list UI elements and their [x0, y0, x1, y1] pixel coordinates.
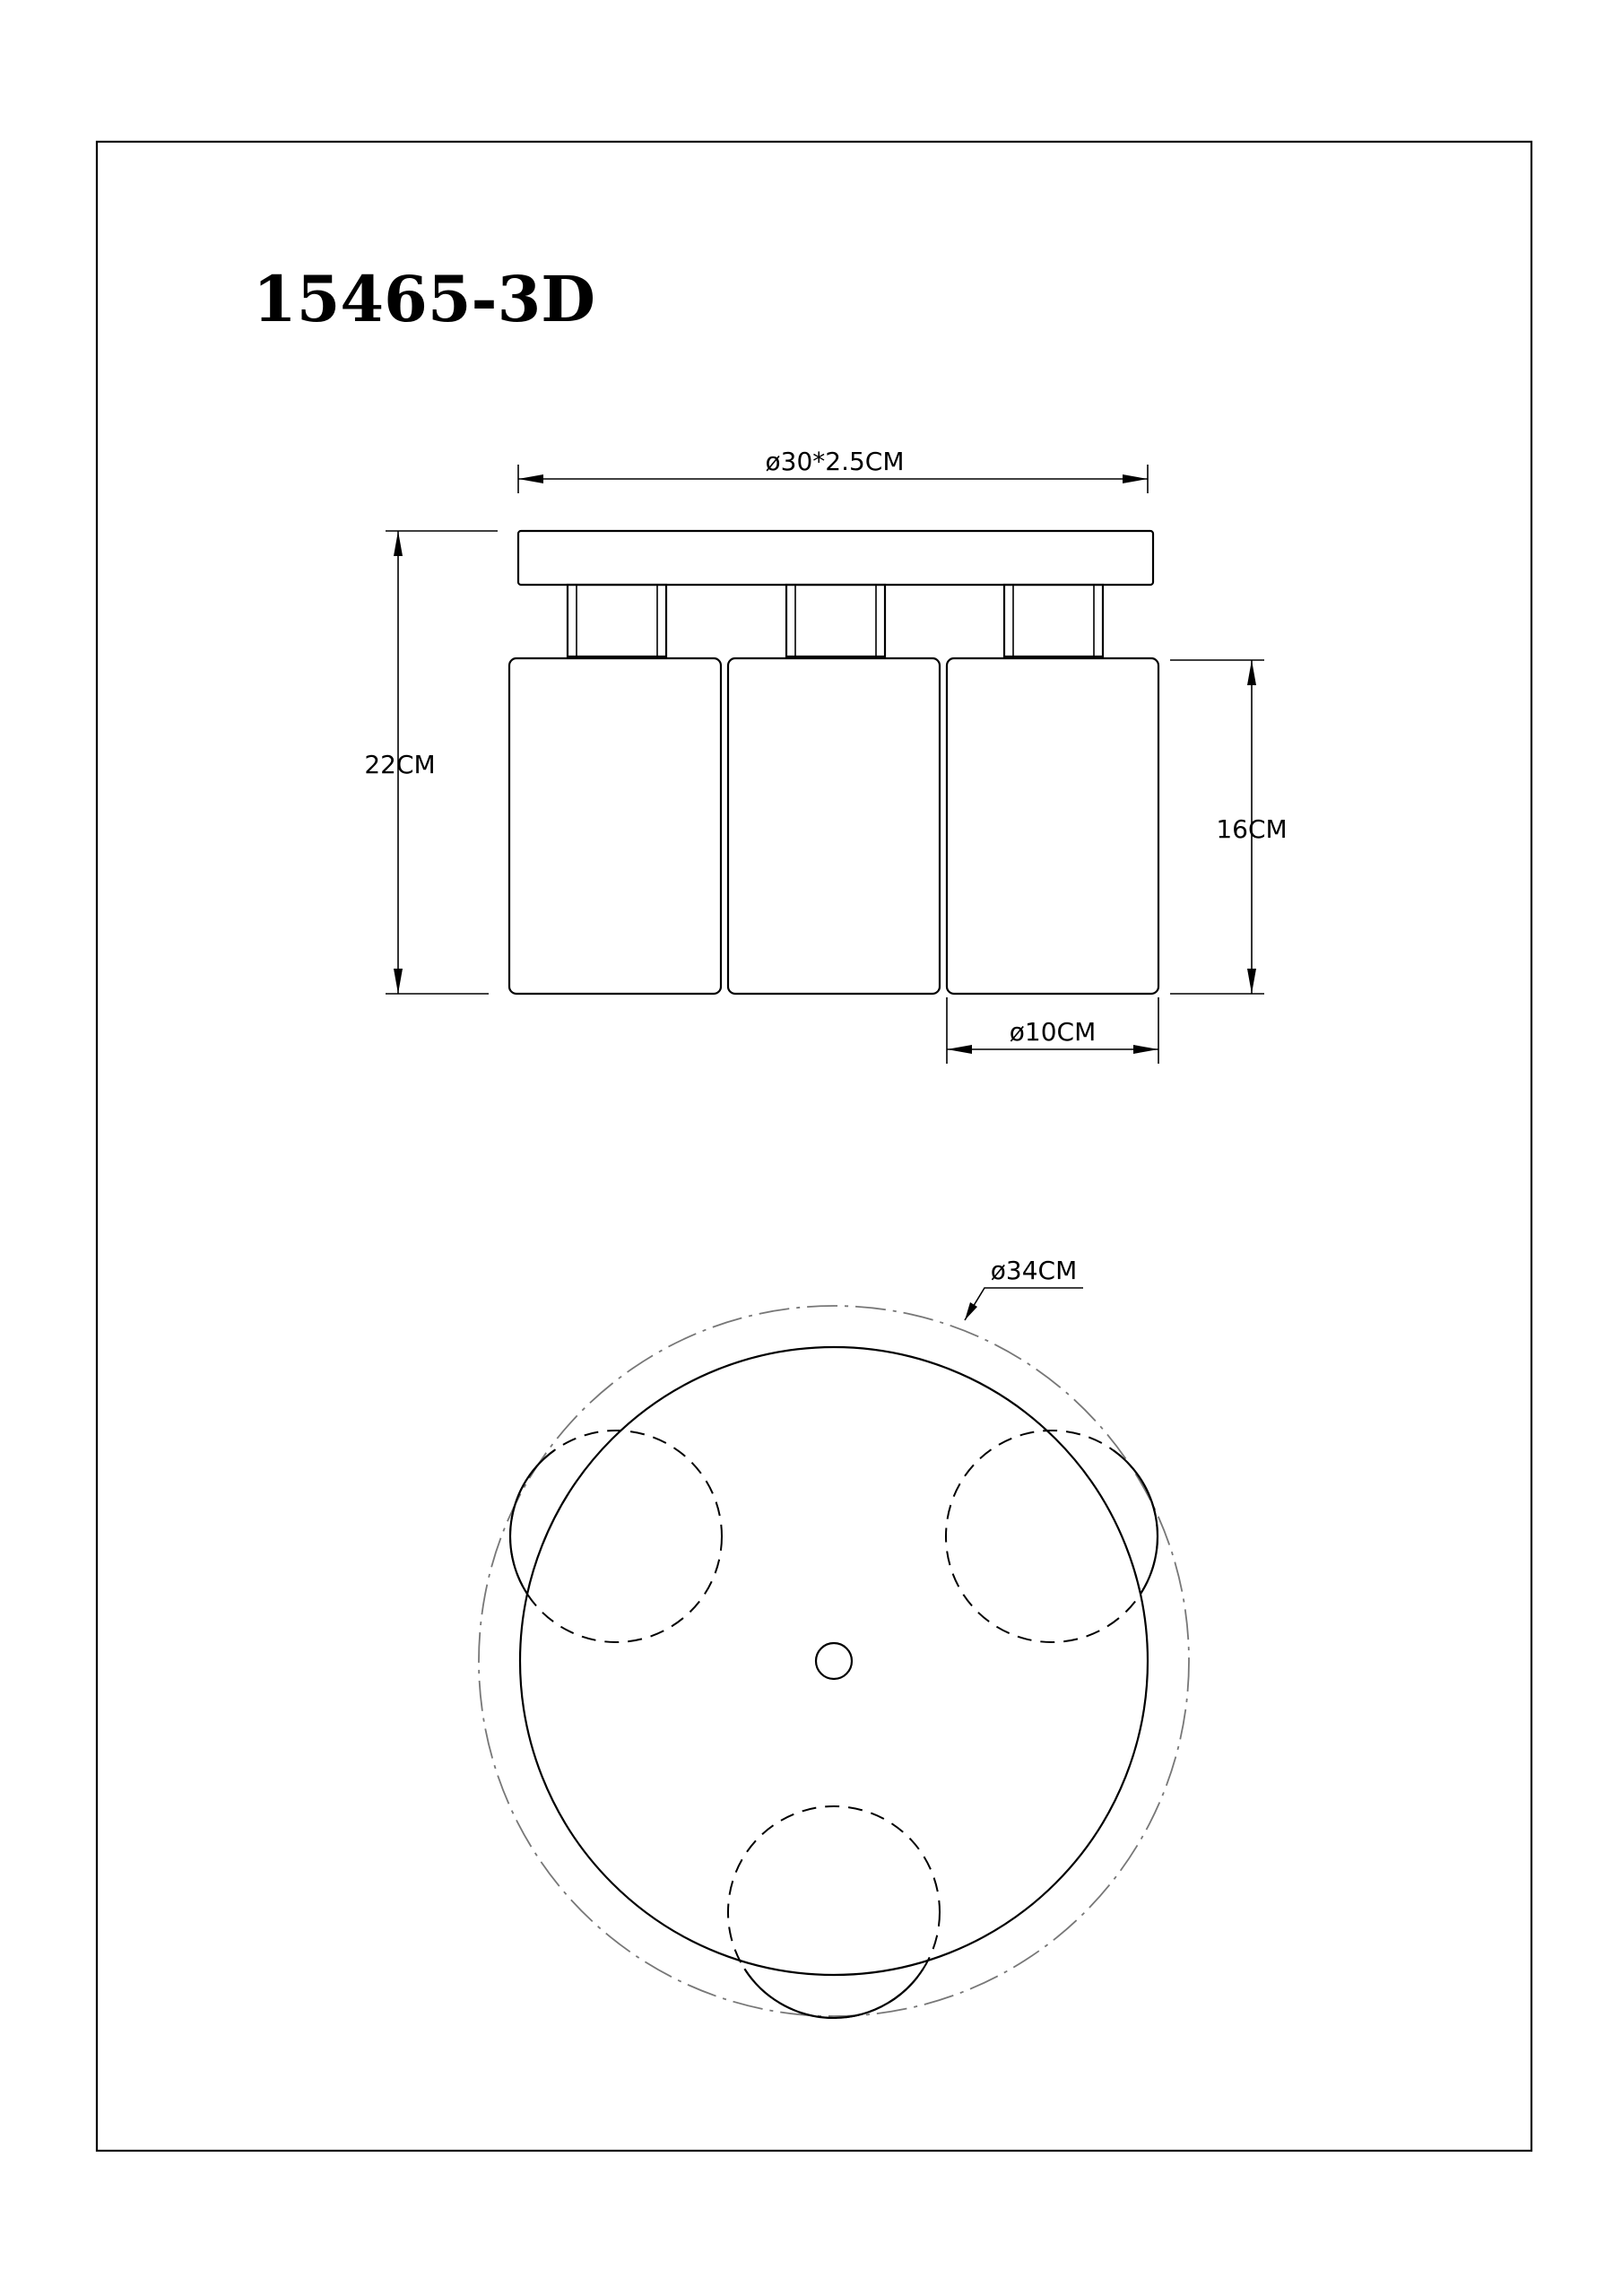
shade-footprint-bottom: [728, 1806, 940, 2018]
shade-middle: [728, 658, 940, 994]
dimension-shade-height: [1170, 660, 1288, 994]
dimension-outer-diameter: [965, 1256, 1083, 1320]
outer-diameter-label: ø34CM: [990, 1256, 1078, 1285]
side-view: [364, 447, 1287, 1064]
shade-footprint-right: [946, 1431, 1158, 1642]
connector-middle: [786, 585, 885, 657]
canopy-plate: [518, 531, 1153, 585]
top-view: [479, 1256, 1189, 2018]
drawing-border: [97, 142, 1531, 2151]
connector-left: [568, 585, 666, 657]
center-hole: [816, 1643, 852, 1679]
model-number-title: 15465-3D: [253, 262, 595, 336]
dimension-shade-diameter: [947, 997, 1158, 1064]
shade-diameter-label: ø10CM: [1009, 1017, 1097, 1047]
connector-right: [1004, 585, 1103, 657]
canopy-width-label: ø30*2.5CM: [765, 447, 905, 476]
total-height-label: 22CM: [364, 750, 436, 779]
canopy-circle: [520, 1347, 1148, 1975]
dimension-canopy-width: [518, 447, 1148, 493]
dimension-total-height: [364, 531, 498, 994]
shade-height-label: 16CM: [1216, 814, 1288, 844]
shade-right: [947, 658, 1158, 994]
shade-footprint-left: [510, 1431, 722, 1642]
shade-left: [509, 658, 721, 994]
outer-diameter-circle: [479, 1306, 1189, 2016]
